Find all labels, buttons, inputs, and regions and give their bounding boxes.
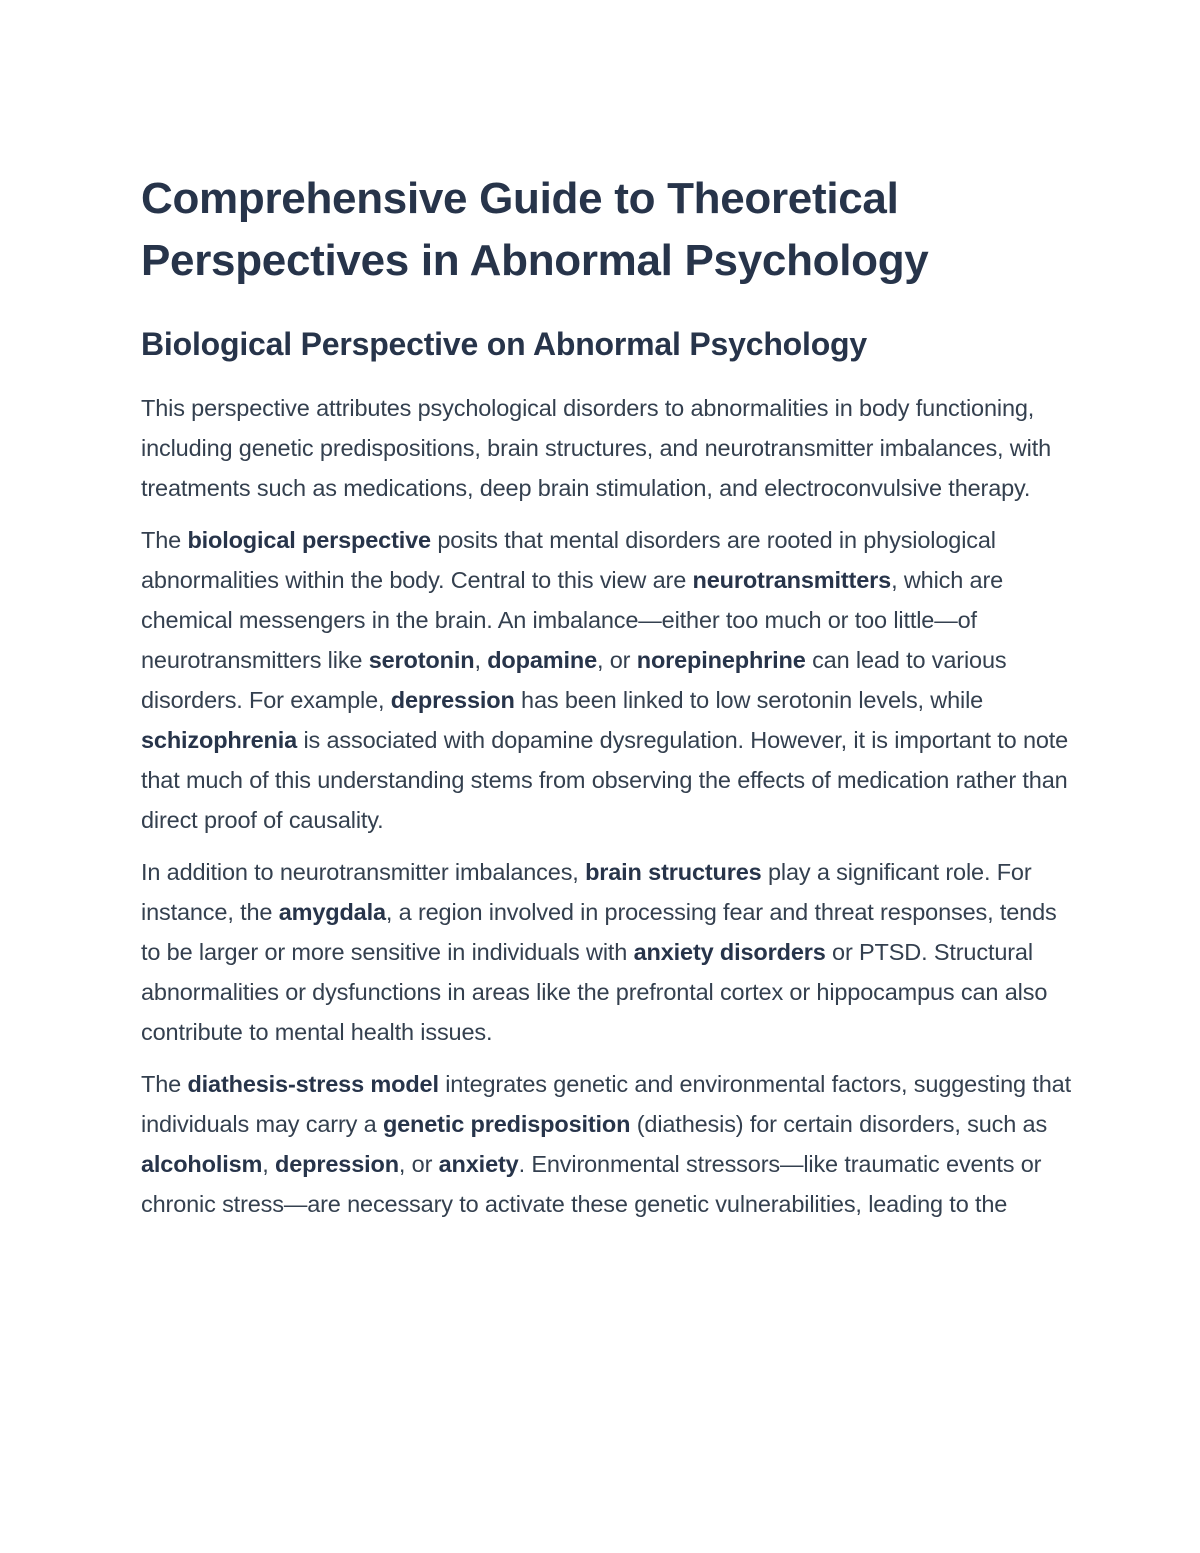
text-run: The	[141, 527, 188, 553]
bold-term: depression	[390, 687, 515, 713]
bold-term: biological perspective	[187, 527, 431, 553]
section-heading: Biological Perspective on Abnormal Psychology	[141, 326, 868, 362]
bold-term: schizophrenia	[141, 727, 298, 753]
text-run: (diathesis) for certain disorders, such as	[630, 1111, 1048, 1137]
text-run: posits that mental disorders are rooted in physiological abnormalities within the body. Central to this view are	[141, 527, 996, 593]
bold-term: alcoholism	[141, 1151, 263, 1177]
text-run: integrates genetic and environmental factors, suggesting that individuals may carry a	[141, 1071, 1071, 1137]
text-run: , a region involved in processing fear and threat responses, tends to be larger or more sensitive in individuals with	[141, 899, 1057, 965]
text-run: is associated with dopamine dysregulation. However, it is important to note that much of this understanding stems from observing the effects of medication rather than direct proof of causality.	[141, 727, 1069, 833]
text-run: play a significant role. For instance, the	[141, 859, 1032, 925]
document-title: Comprehensive Guide to Theoretical Perspectives in Abnormal Psychology	[141, 174, 929, 285]
bold-term: genetic predisposition	[382, 1111, 631, 1137]
text-run: , or	[597, 647, 637, 673]
intro-paragraph: This perspective attributes psychological disorders to abnormalities in body functioning, including genetic predispositions, brain structures, and neurotransmitter imbalances, with treatments such as medications, deep brain stimulation, and electroconvulsive therapy.	[141, 395, 1052, 501]
text-run: , which are chemical messengers in the brain. An imbalance—either too much or too little—of neurotransmitters like	[141, 567, 1004, 673]
bold-term: serotonin	[368, 647, 475, 673]
paragraph-diathesis-stress	[141, 1064, 1071, 1224]
bold-term: dopamine	[487, 647, 597, 673]
text-run: ,	[262, 1151, 276, 1177]
text-run: , or	[398, 1151, 439, 1177]
text-run: or PTSD. Structural abnormalities or dysfunctions in areas like the prefrontal cortex or hippocampus can also contribute to mental health issues.	[141, 939, 1048, 1045]
document-page	[141, 168, 1071, 1224]
bold-term: amygdala	[278, 899, 386, 925]
bold-term: depression	[275, 1151, 399, 1177]
text-run: In addition to neurotransmitter imbalances,	[141, 859, 586, 885]
text-run: ,	[474, 647, 488, 673]
text-run: has been linked to low serotonin levels, while	[514, 687, 984, 713]
text-run: can lead to various disorders. For example,	[141, 647, 1007, 713]
text-run: . Environmental stressors—like traumatic events or chronic stress—are necessary to activate these genetic vulnerabilities, leading to the	[141, 1151, 1042, 1217]
bold-term: anxiety	[438, 1151, 519, 1177]
bold-term: diathesis-stress model	[187, 1071, 439, 1097]
paragraph-neurotransmitters	[141, 520, 1071, 840]
bold-term: neurotransmitters	[692, 567, 892, 593]
bold-term: anxiety disorders	[633, 939, 826, 965]
text-run: The	[141, 1071, 188, 1097]
paragraph-brain-structures	[141, 852, 1071, 1052]
bold-term: brain structures	[585, 859, 762, 885]
bold-term: norepinephrine	[636, 647, 806, 673]
